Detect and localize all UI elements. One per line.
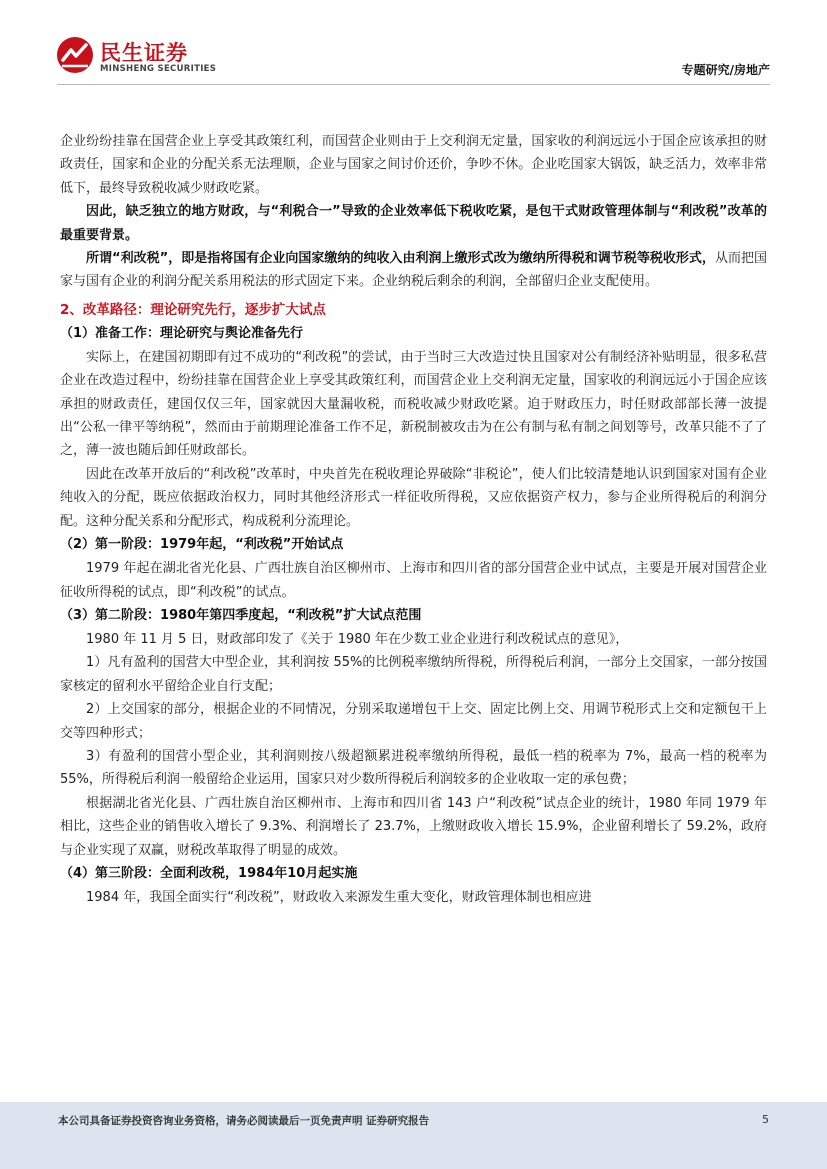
page-footer bbox=[0, 1102, 827, 1169]
paragraph-2-bold: 因此，缺乏独立的地方财政，与“利税合一”导致的企业效率低下税收吃紧，是包干式财政管理体制与“利改税”改革的最重要背景。 bbox=[60, 204, 767, 243]
logo-text-en: MINSHENG SECURITIES bbox=[100, 64, 217, 74]
main-content bbox=[60, 130, 767, 909]
paragraph-11: 根据湖北省光化县、广西壮族自治区柳州市、上海市和四川省 143 户“利改税”试点企业的统计，1980 年同 1979 年相比，这些企业的销售收入增长了 9.3%、利润增长了 23.7%，上缴财政收入增长 15.9%，企业留利增长了 59.2%，政府与企业实现了双赢，财税改革取得了明显的成效。 bbox=[60, 795, 767, 858]
paragraph-9: 2）上交国家的部分，根据企业的不同情况，分别采取递增包干上交、固定比例上交、用调节税形式上交和定额包干上交等四种形式； bbox=[60, 702, 767, 741]
logo-emblem-icon bbox=[56, 36, 94, 74]
paragraph-5: 因此在改革开放后的“利改税”改革时，中央首先在税收理论界破除“非税论”，使人们比较清楚地认识到国家对国有企业纯收入的分配，既应依据政治权力，同时其他经济形式一样征收所得税，又应依据资产权力，参与企业所得税后的利润分配。这种分配关系和分配形式，构成税利分流理论。 bbox=[60, 466, 767, 529]
page-header bbox=[0, 0, 827, 92]
logo-text-cn: 民生证券 bbox=[100, 41, 188, 65]
header-divider bbox=[57, 84, 770, 85]
paragraph-12: 1984 年，我国全面实行“利改税”，财政收入来源发生重大变化，财政管理体制也相应进 bbox=[86, 889, 592, 905]
paragraph-8: 1）凡有盈利的国营大中型企业，其利润按 55%的比例税率缴纳所得税，所得税后利润，一部分上交国家，一部分按国家核定的留利水平留给企业自行支配； bbox=[60, 655, 767, 694]
paragraph-7: 1980 年 11 月 5 日，财政部印发了《关于 1980 年在少数工业企业进行利改税试点的意见》， bbox=[86, 631, 629, 647]
paragraph-3-rest: 从而把国家与国有企业的利润分配关系用税法的形式固定下来。企业纳税后剩余的利润，全部留归企业支配使用。 bbox=[60, 251, 767, 290]
subsection-3-title: （3）第二阶段：1980年第四季度起，“利改税”扩大试点范围 bbox=[60, 607, 422, 623]
paragraph-4: 实际上，在建国初期即有过不成功的“利改税”的尝试，由于当时三大改造过快且国家对公有制经济补贴明显，很多私营企业在改造过程中，纷纷挂靠在国营企业上享受其政策红利，而国营企业上交利润无定量，国家收的利润远远小于国企应该承担的财政责任，建国仅仅三年，国家就因大量漏收税，而税收减少财政吃紧。迫于财政压力，时任财政部部长薄一波提出“公私一律平等纳税”，然而由于前期理论准备工作不足，新税制被攻击为在公有制与私有制之间划等号，改革只能不了了之，薄一波也随后卸任财政部长。 bbox=[60, 349, 767, 459]
section-2-title: 2、改革路径：理论研究先行，逐步扩大试点 bbox=[60, 301, 326, 318]
page-number: 5 bbox=[762, 1113, 769, 1126]
paragraph-3-bold: 所谓“利改税”，即是指将国有企业向国家缴纳的纯收入由利润上缴形式改为缴纳所得税和调节税等税收形式， bbox=[86, 251, 715, 267]
company-logo bbox=[56, 36, 226, 80]
subsection-1-title: （1）准备工作：理论研究与舆论准备先行 bbox=[60, 325, 304, 341]
paragraph-1: 企业纷纷挂靠在国营企业上享受其政策红利，而国营企业则由于上交利润无定量，国家收的利润远远小于国企应该承担的财政责任，国家和企业的分配关系无法理顺，企业与国家之间讨价还价，争吵不休。企业吃国家大锅饭，缺乏活力，效率非常低下，最终导致税收减少财政吃紧。 bbox=[60, 134, 767, 196]
subsection-4-title: （4）第三阶段：全面利改税，1984年10月起实施 bbox=[60, 865, 358, 881]
paragraph-10: 3）有盈利的国营小型企业，其利润则按八级超额累进税率缴纳所得税，最低一档的税率为 7%，最高一档的税率为 55%，所得税后利润一般留给企业运用，国家只对少数所得税后利润较多的企业收取一定的承包费； bbox=[60, 748, 767, 788]
paragraph-6: 1979 年起在湖北省光化县、广西壮族自治区柳州市、上海市和四川省的部分国营企业中试点，主要是开展对国营企业征收所得税的试点，即“利改税”的试点。 bbox=[60, 561, 767, 600]
footer-disclaimer: 本公司具备证券投资咨询业务资格，请务必阅读最后一页免责声明 证券研究报告 bbox=[58, 1115, 430, 1127]
report-category: 专题研究/房地产 bbox=[681, 63, 770, 77]
subsection-2-title: （2）第一阶段：1979年起，“利改税”开始试点 bbox=[60, 537, 344, 553]
paragraph-3 bbox=[60, 247, 767, 294]
